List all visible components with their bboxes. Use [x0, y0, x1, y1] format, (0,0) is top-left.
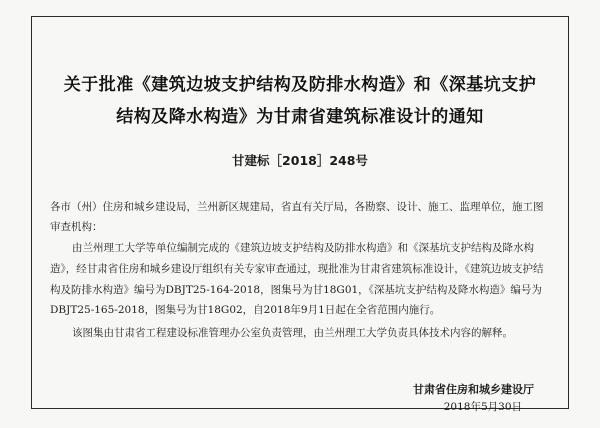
body-line-paragraph-1: 造》，经甘肃省住房和城乡建设厅组织有关专家审查通过，现批准为甘肃省建筑标准设计，《建筑边坡支护结: [50, 263, 544, 275]
body-line-recipients: 各市（州）住房和城乡建设局，兰州新区规建局，省直有关厅局，各勘察、设计、施工、监理单位，施工图: [50, 201, 544, 213]
body-line-paragraph-2: 该图集由甘肃省工程建设标准管理办公室负责管理，由兰州理工大学负责具体技术内容的解释。: [72, 327, 513, 339]
issue-date: 2018年5月30日: [443, 401, 522, 413]
notice-title-line-2: 结构及降水构造》为甘肃省建筑标准设计的通知: [116, 107, 484, 127]
issuing-authority: 甘肃省住房和城乡建设厅: [413, 383, 534, 396]
body-line-paragraph-1: DBJT25-165-2018，图集号为甘18G02，自2018年9月1日起在全省范围内施行。: [50, 304, 441, 316]
body-line-paragraph-1: 由兰州理工大学等单位编制完成的《建筑边坡支护结构及防排水构造》和《深基坑支护结构及降水构: [72, 242, 534, 254]
notice-title-line-1: 关于批准《建筑边坡支护结构及防排水构造》和《深基坑支护: [63, 75, 537, 95]
body-line-paragraph-1: 构及防排水构造》编号为DBJT25-164-2018，图集号为甘18G01，《深基坑支护结构及降水构造》编号为: [50, 284, 542, 296]
document-number: 甘建标［2018］248号: [232, 153, 368, 168]
body-line-recipients-cont: 审查机构：: [50, 221, 103, 233]
